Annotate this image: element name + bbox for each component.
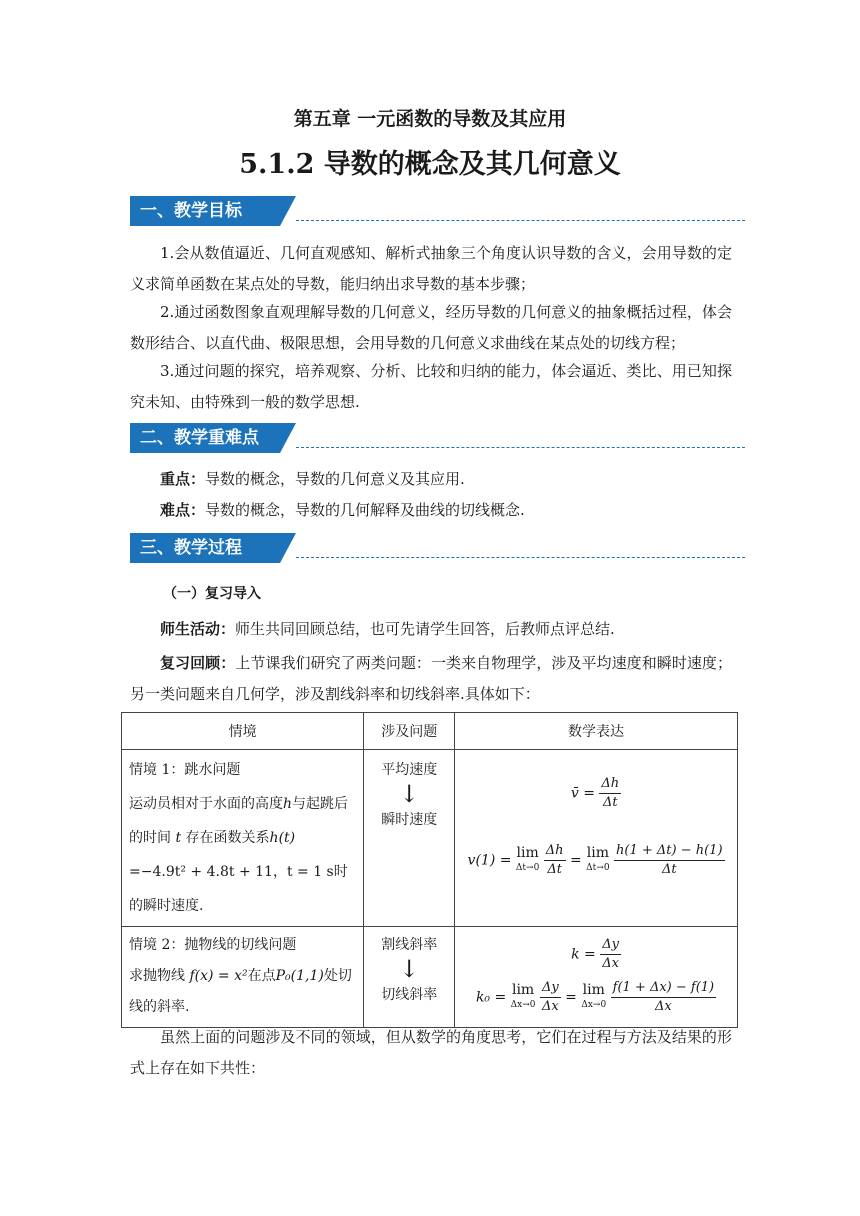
- denominator: Δx: [602, 956, 619, 971]
- hard-point: [130, 495, 732, 526]
- denominator: Δt: [661, 862, 677, 877]
- page-title: 5.1.2 导数的概念及其几何意义: [239, 149, 621, 180]
- numerator: h(1 + Δt) − h(1): [614, 842, 725, 861]
- denominator: Δx: [541, 999, 559, 1014]
- closing-paragraph: 虽然上面的问题涉及不同的领域，但从数学的角度思考，它们在过程与方法及结果的形式上存在如下共性：: [130, 1028, 732, 1077]
- activity-label: 师生活动：: [160, 620, 236, 638]
- formula-lhs: k =: [571, 946, 596, 963]
- chapter-title: 第五章 一元函数的导数及其应用: [293, 108, 567, 130]
- denominator: Δt: [547, 862, 562, 877]
- review-paragraph: [130, 648, 732, 710]
- lim-word: lim: [516, 844, 539, 861]
- section-label: 二、教学重难点: [130, 423, 280, 453]
- math-var: t: [175, 830, 182, 846]
- limit: [516, 846, 539, 876]
- table-header: 情境: [122, 713, 364, 750]
- numerator: Δy: [540, 979, 561, 998]
- key-text: 导数的概念，导数的几何意义及其应用.: [205, 470, 465, 488]
- formula-lhs: k₀ =: [475, 989, 507, 1006]
- context-text: 存在函数关系: [181, 830, 270, 846]
- context-text: 4.9t² + 4.8t + 11，t = 1 s时的瞬时速度.: [129, 864, 348, 914]
- table-header: 数学表达: [455, 713, 738, 750]
- context-text: 处切线的斜率.: [129, 968, 352, 1015]
- goal-2: 2.通过函数图象直观理解导数的几何意义，经历导数的几何意义的抽象概括过程，体会数形结合、以直代曲、极限思想，会用导数的几何意义求曲线在某点处的切线方程；: [130, 303, 732, 352]
- lim-sub: Δt→0: [515, 862, 540, 873]
- goal-3: 3.通过问题的探究，培养观察、分析、比较和归纳的能力，体会逼近、类比、用已知探究未知、由特殊到一般的数学思想.: [130, 362, 732, 411]
- section-label: 一、教学目标: [130, 196, 280, 226]
- dashed-divider: [296, 557, 745, 558]
- context-cell: [122, 927, 364, 1028]
- formula-lhs: v(1) =: [467, 852, 512, 869]
- denominator: Δt: [602, 795, 618, 810]
- problem-cell: [364, 750, 455, 927]
- hard-label: 难点：: [160, 501, 206, 519]
- banner-tail: [280, 533, 296, 563]
- down-arrow-icon: ↓: [399, 955, 420, 983]
- context-title: 情境 1：跳水问题: [129, 762, 241, 778]
- limit: [581, 983, 606, 1013]
- math-expr: h(t) =−: [129, 830, 296, 880]
- numerator: Δh: [544, 842, 566, 861]
- lim-word: lim: [511, 981, 535, 998]
- problem-top: 割线斜率: [381, 937, 438, 953]
- subsection-title: （一）复习导入: [163, 586, 261, 602]
- denominator: Δx: [655, 999, 672, 1014]
- avg-velocity-formula: [456, 775, 736, 812]
- section-header-keypoints: [130, 423, 745, 453]
- comparison-table: [121, 712, 738, 1028]
- problem-bottom: 瞬时速度: [381, 812, 438, 828]
- secant-slope-formula: [456, 936, 736, 973]
- context-cell: [122, 750, 364, 927]
- lim-sub: Δx→0: [510, 999, 536, 1010]
- fraction: [544, 842, 566, 879]
- banner-tail: [280, 196, 296, 226]
- table-row: [122, 927, 738, 1028]
- key-point: [130, 464, 732, 495]
- table-header-row: [122, 713, 738, 750]
- section-header-goals: [130, 196, 745, 226]
- numerator: Δh: [599, 775, 621, 794]
- context-text: 与起跳后的时间: [129, 796, 349, 846]
- lim-word: lim: [582, 981, 605, 998]
- context-title: 情境 2：抛物线的切线问题: [129, 937, 297, 953]
- lim-sub: Δx→0: [581, 999, 607, 1010]
- review-text: 上节课我们研究了两类问题：一类来自物理学，涉及平均速度和瞬时速度；另一类问题来自几何学，涉及割线斜率和切线斜率.具体如下：: [130, 654, 732, 703]
- section-label: 三、教学过程: [130, 533, 280, 563]
- dashed-divider: [296, 220, 745, 221]
- problem-top: 平均速度: [381, 762, 438, 778]
- fraction: [611, 979, 717, 1016]
- problem-cell: [364, 927, 455, 1028]
- lim-word: lim: [586, 844, 609, 861]
- review-label: 复习回顾：: [160, 654, 236, 672]
- problem-bottom: 切线斜率: [381, 987, 438, 1003]
- fraction: [599, 775, 621, 812]
- math-var: h: [283, 796, 293, 812]
- goal-1: 1.会从数值逼近、几何直观感知、解析式抽象三个角度认识导数的含义，会用导数的定义求简单函数在某点处的导数，能归纳出求导数的基本步骤；: [130, 244, 732, 293]
- limit: [511, 983, 536, 1013]
- key-label: 重点：: [160, 470, 206, 488]
- fraction: [540, 979, 561, 1016]
- expression-cell: [455, 750, 738, 927]
- context-text: 运动员相对于水面的高度: [129, 796, 283, 812]
- limit: [586, 846, 609, 876]
- section-header-process: [130, 533, 745, 563]
- activity-paragraph: [130, 614, 732, 645]
- numerator: Δy: [600, 936, 621, 955]
- banner-tail: [280, 423, 296, 453]
- dashed-divider: [296, 447, 745, 448]
- math-expr: f(x) = x²: [189, 968, 248, 984]
- instant-velocity-formula: v(1) = lim Δt→0 $\frac{\Delta h}{\Delta t}$ = lim Δt→0 $\frac{h(1 + \Delta t) - h(1)}{\Delta t}$: [467, 843, 723, 877]
- activity-text: 师生共同回顾总结，也可先请学生回答，后教师点评总结.: [235, 620, 615, 638]
- table-row: [122, 750, 738, 927]
- math-expr: P₀(1,1): [275, 968, 324, 984]
- hard-text: 导数的概念，导数的几何解释及曲线的切线概念.: [205, 501, 525, 519]
- fraction: [614, 842, 725, 879]
- context-text: 在点: [247, 968, 276, 984]
- formula-lhs: v̄ =: [570, 785, 595, 802]
- lim-sub: Δt→0: [586, 862, 610, 873]
- down-arrow-icon: ↓: [399, 780, 420, 808]
- fraction: [600, 936, 621, 973]
- tangent-slope-formula: k₀ = lim Δx→0 $\frac{\Delta y}{\Delta x}$ = lim Δx→0 $\frac{f(1 + \Delta x) - f(1)}{\Delta x}$: [475, 980, 715, 1014]
- table-header: 涉及问题: [364, 713, 455, 750]
- context-text: 求抛物线: [129, 968, 190, 984]
- numerator: f(1 + Δx) − f(1): [611, 979, 717, 998]
- expression-cell: [455, 927, 738, 1028]
